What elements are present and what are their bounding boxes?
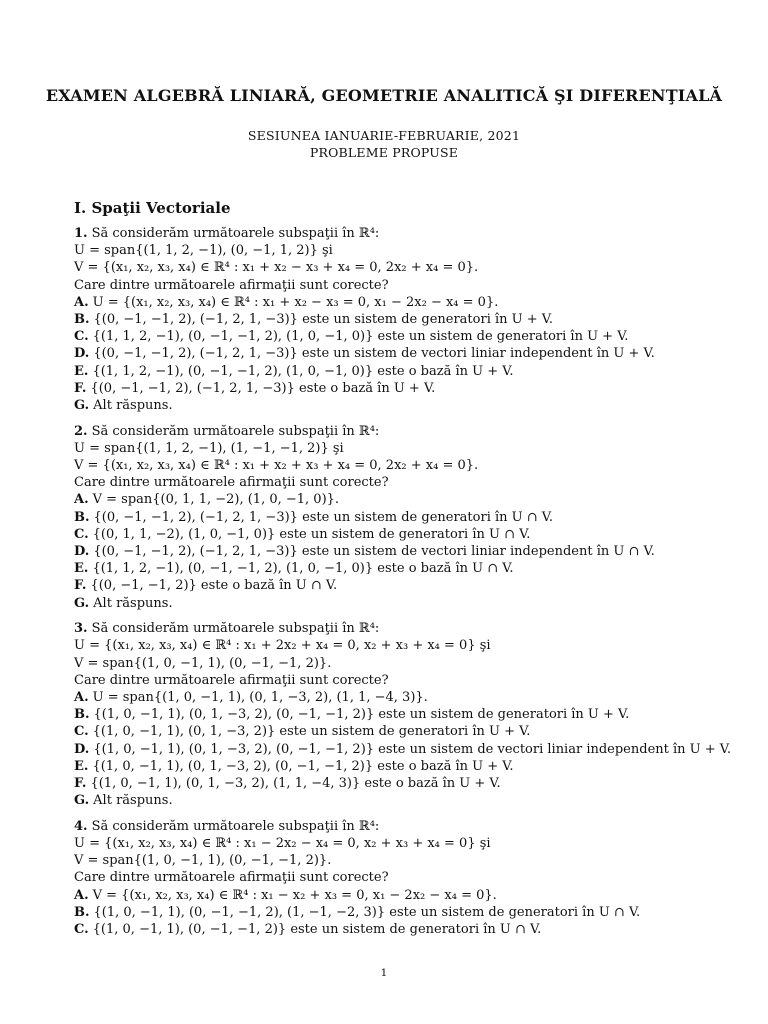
- option-a: [74, 294, 734, 311]
- option-label: A.: [74, 492, 89, 508]
- problem-number: 3.: [74, 621, 88, 637]
- option-g: [74, 397, 734, 414]
- problem-number: 1.: [74, 226, 88, 241]
- problem-4: [74, 818, 734, 938]
- option-b: [74, 509, 734, 526]
- problem-intro: [74, 620, 734, 637]
- option-text: U = {(x₁, x₂, x₃, x₄) ∈ ℝ⁴ : x₁ + x₂ − x₃ = 0, x₁ − 2x₂ − x₄ = 0}.: [92, 294, 499, 310]
- option-label: B.: [74, 707, 90, 723]
- option-label: E.: [74, 363, 89, 379]
- option-text: {(0, −1, −1, 2), (−1, 2, 1, −3)} este un sistem de vectori liniar independent în U ∩ V.: [93, 544, 655, 560]
- option-text: {(1, 0, −1, 1), (0, 1, −3, 2), (0, −1, −1, 2)} este un sistem de vectori liniar independent în U + V.: [93, 741, 732, 757]
- problem-list: [74, 225, 734, 947]
- problem-intro-text: Să considerăm următoarele subspaţii în ℝ⁴:: [91, 621, 380, 637]
- option-f: [74, 577, 734, 594]
- option-text: {(0, −1, −1, 2), (−1, 2, 1, −3)} este un sistem de generatori în U ∩ V.: [93, 509, 554, 525]
- option-label: E.: [74, 758, 89, 774]
- option-a: [74, 689, 734, 706]
- option-label: B.: [74, 904, 90, 920]
- option-text: U = span{(1, 0, −1, 1), (0, 1, −3, 2), (1, 1, −4, 3)}.: [92, 690, 428, 706]
- problem-number: 2.: [74, 423, 88, 439]
- problem-3: [74, 620, 734, 809]
- subspace-u-definition: U = span{(1, 1, 2, −1), (1, −1, −1, 2)} şi: [74, 440, 344, 456]
- option-e: [74, 363, 734, 380]
- option-label: A.: [74, 294, 89, 310]
- option-text: {(1, 1, 2, −1), (0, −1, −1, 2), (1, 0, −1, 0)} este o bază în U ∩ V.: [92, 561, 514, 577]
- option-c: [74, 328, 734, 345]
- exam-title: EXAMEN ALGEBRĂ LINIARĂ, GEOMETRIE ANALITICĂ ŞI DIFERENŢIALĂ: [45, 86, 723, 105]
- option-b: [74, 706, 734, 723]
- option-label: G.: [74, 793, 90, 809]
- option-label: C.: [74, 526, 89, 542]
- problem-intro: [74, 225, 734, 242]
- option-label: C.: [74, 724, 89, 740]
- option-text: V = span{(0, 1, 1, −2), (1, 0, −1, 0)}.: [92, 492, 340, 508]
- option-text: V = {(x₁, x₂, x₃, x₄) ∈ ℝ⁴ : x₁ − x₂ + x₃ = 0, x₁ − 2x₂ − x₄ = 0}.: [92, 887, 497, 903]
- option-f: [74, 775, 734, 792]
- option-label: B.: [74, 312, 90, 328]
- document-subtitle: PROBLEME PROPUSE: [309, 145, 459, 160]
- option-text: {(1, 0, −1, 1), (0, −1, −1, 2)} este un sistem de generatori în U ∩ V.: [92, 922, 542, 938]
- problem-question: Care dintre următoarele afirmaţii sunt corecte?: [74, 870, 389, 886]
- option-label: D.: [74, 346, 90, 362]
- option-e: [74, 560, 734, 577]
- section-heading: I. Spaţii Vectoriale: [74, 199, 231, 217]
- problem-intro-text: Să considerăm următoarele subspaţii în ℝ⁴:: [91, 818, 380, 834]
- problem-intro-text: Să considerăm următoarele subspaţii în ℝ⁴:: [91, 226, 380, 241]
- option-b: [74, 311, 734, 328]
- option-text: Alt răspuns.: [93, 595, 173, 611]
- option-text: {(1, 0, −1, 1), (0, 1, −3, 2), (1, 1, −4, 3)} este o bază în U + V.: [90, 776, 501, 792]
- problem-intro-text: Să considerăm următoarele subspaţii în ℝ⁴:: [91, 423, 380, 439]
- subspace-u-definition: U = span{(1, 1, 2, −1), (0, −1, 1, 2)} şi: [74, 243, 333, 259]
- option-label: F.: [74, 578, 87, 594]
- option-label: C.: [74, 329, 89, 345]
- subspace-u-definition: U = {(x₁, x₂, x₃, x₄) ∈ ℝ⁴ : x₁ − 2x₂ − x₄ = 0, x₂ + x₃ + x₄ = 0} şi: [74, 836, 491, 852]
- subspace-v-definition: V = {(x₁, x₂, x₃, x₄) ∈ ℝ⁴ : x₁ + x₂ + x₃ + x₄ = 0, 2x₂ + x₄ = 0}.: [74, 458, 479, 474]
- option-d: [74, 543, 734, 560]
- problem-number: 4.: [74, 818, 88, 834]
- problem-2: [74, 423, 734, 612]
- option-text: {(1, 0, −1, 1), (0, 1, −3, 2), (0, −1, −1, 2)} este o bază în U + V.: [92, 758, 514, 774]
- problem-question: Care dintre următoarele afirmaţii sunt corecte?: [74, 672, 389, 688]
- option-a: [74, 887, 734, 904]
- page-number: 1: [380, 967, 388, 979]
- option-label: D.: [74, 544, 90, 560]
- option-d: [74, 741, 734, 758]
- option-c: [74, 526, 734, 543]
- option-f: [74, 380, 734, 397]
- option-label: E.: [74, 561, 89, 577]
- option-text: {(1, 0, −1, 1), (0, 1, −3, 2)} este un sistem de generatori în U + V.: [92, 724, 531, 740]
- option-text: {(1, 0, −1, 1), (0, −1, −1, 2), (1, −1, −2, 3)} este un sistem de generatori în U ∩ V.: [93, 904, 641, 920]
- problem-question: Care dintre următoarele afirmaţii sunt corecte?: [74, 475, 389, 491]
- option-label: A.: [74, 690, 89, 706]
- option-text: {(0, 1, 1, −2), (1, 0, −1, 0)} este un sistem de generatori în U ∩ V.: [92, 526, 531, 542]
- subspace-v-definition: V = span{(1, 0, −1, 1), (0, −1, −1, 2)}.: [74, 853, 332, 869]
- option-label: C.: [74, 922, 89, 938]
- option-d: [74, 345, 734, 362]
- option-label: F.: [74, 776, 87, 792]
- option-text: {(0, −1, −1, 2), (−1, 2, 1, −3)} este un sistem de generatori în U + V.: [93, 312, 554, 328]
- option-text: {(1, 0, −1, 1), (0, 1, −3, 2), (0, −1, −1, 2)} este un sistem de generatori în U + V.: [93, 707, 630, 723]
- option-text: {(0, −1, −1, 2), (−1, 2, 1, −3)} este o bază în U + V.: [90, 380, 436, 396]
- option-a: [74, 491, 734, 508]
- option-c: [74, 723, 734, 740]
- option-label: B.: [74, 509, 90, 525]
- option-text: Alt răspuns.: [93, 793, 173, 809]
- option-text: {(0, −1, −1, 2)} este o bază în U ∩ V.: [90, 578, 338, 594]
- problem-question: Care dintre următoarele afirmaţii sunt corecte?: [74, 277, 389, 293]
- option-g: [74, 792, 734, 809]
- option-label: F.: [74, 380, 87, 396]
- option-label: A.: [74, 887, 89, 903]
- problem-1: [74, 225, 734, 414]
- option-text: Alt răspuns.: [93, 398, 173, 414]
- subspace-v-definition: V = span{(1, 0, −1, 1), (0, −1, −1, 2)}.: [74, 655, 332, 671]
- session-label: SESIUNEA IANUARIE-FEBRUARIE, 2021: [247, 128, 521, 143]
- option-text: {(1, 1, 2, −1), (0, −1, −1, 2), (1, 0, −1, 0)} este un sistem de generatori în U + V.: [92, 329, 629, 345]
- option-e: [74, 758, 734, 775]
- option-text: {(0, −1, −1, 2), (−1, 2, 1, −3)} este un sistem de vectori liniar independent în U + V.: [93, 346, 655, 362]
- option-label: G.: [74, 398, 90, 414]
- subspace-v-definition: V = {(x₁, x₂, x₃, x₄) ∈ ℝ⁴ : x₁ + x₂ − x₃ + x₄ = 0, 2x₂ + x₄ = 0}.: [74, 260, 479, 276]
- subspace-u-definition: U = {(x₁, x₂, x₃, x₄) ∈ ℝ⁴ : x₁ + 2x₂ + x₄ = 0, x₂ + x₃ + x₄ = 0} şi: [74, 638, 491, 654]
- option-c: [74, 921, 734, 938]
- problem-intro: [74, 423, 734, 440]
- option-label: G.: [74, 595, 90, 611]
- option-text: {(1, 1, 2, −1), (0, −1, −1, 2), (1, 0, −1, 0)} este o bază în U + V.: [92, 363, 514, 379]
- problem-intro: [74, 818, 734, 835]
- option-label: D.: [74, 741, 90, 757]
- option-b: [74, 904, 734, 921]
- option-g: [74, 595, 734, 612]
